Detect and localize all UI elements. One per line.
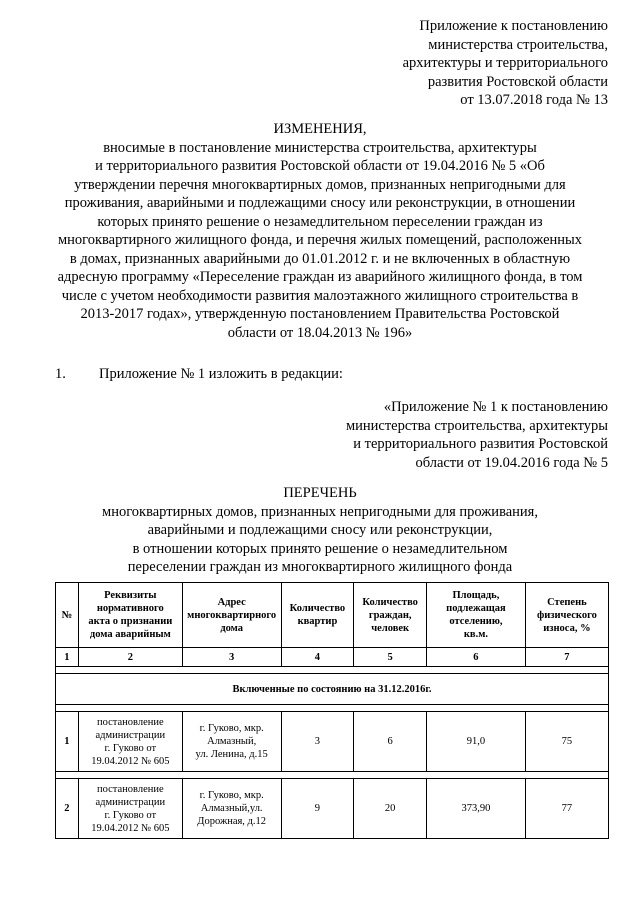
appendix-header (346, 398, 608, 472)
address-cell (182, 712, 281, 772)
address-text: ул. Ленина, д.15 (195, 749, 268, 760)
address-cell (182, 779, 281, 839)
address-text: г. Гуково, мкр. (199, 790, 264, 801)
header-text: износа, % (543, 622, 591, 634)
changes-line: многоквартирного жилищного фонда, и перечня жилых помещений, расположенных (57, 232, 583, 248)
header-text: № (61, 609, 73, 621)
header-text: подлежащая (446, 603, 506, 614)
section-title: Включенные по состоянию на 31.12.2016г. (56, 674, 609, 705)
item-text: Приложение № 1 изложить в редакции: (99, 366, 343, 382)
header-text: Реквизиты (104, 590, 157, 601)
act-text: администрации (95, 729, 166, 741)
act-text: г. Гуково от (104, 742, 157, 754)
wear-cell: 75 (525, 712, 608, 772)
header-text: квартир (297, 616, 338, 627)
address-text: Дорожная, д.12 (197, 816, 267, 827)
apartments-cell: 9 (281, 779, 354, 839)
wear-cell: 77 (525, 779, 608, 839)
act-text: 19.04.2012 № 605 (91, 755, 170, 767)
list-title: ПЕРЕЧЕНЬ (283, 485, 357, 501)
column-number: 5 (354, 648, 427, 667)
header-text: дома аварийным (89, 629, 171, 640)
item-number: 1. (55, 366, 66, 382)
changes-title: ИЗМЕНЕНИЯ, (273, 121, 367, 137)
act-text: 19.04.2012 № 605 (91, 822, 170, 834)
address-text: г. Гуково, мкр. (199, 723, 264, 734)
changes-block (40, 120, 600, 342)
spacer-cell (56, 772, 609, 779)
appendix-header-line: «Приложение № 1 к постановлению (383, 399, 608, 415)
header-text: нормативного (96, 603, 164, 614)
header-text: Площадь, (452, 590, 500, 601)
area-cell: 373,90 (427, 779, 526, 839)
approval-header-line: Приложение к постановлению (419, 18, 608, 34)
header-text: Адрес (217, 596, 246, 608)
row-number: 2 (56, 779, 79, 839)
changes-line: в домах, признанных аварийными до 01.01.2012 г. и не включенных в областную (69, 250, 571, 267)
changes-line: проживания, аварийными и подлежащими сносу или реконструкции, в отношении (64, 195, 576, 211)
column-number: 3 (182, 648, 281, 667)
column-number: 1 (56, 648, 79, 667)
changes-line: которых принято решение о незамедлительном переселении граждан из (97, 213, 543, 230)
header-text: дома (220, 622, 244, 634)
list-title-line: в отношении которых принято решение о незамедлительном (132, 540, 508, 557)
table-row (56, 779, 609, 839)
column-number: 6 (427, 648, 526, 667)
address-text: Алмазный,ул. (200, 803, 263, 814)
list-title-line: переселении граждан из многоквартирного жилищного фонда (127, 559, 513, 575)
header-cell-address (182, 583, 281, 648)
column-number: 2 (78, 648, 182, 667)
act-cell (78, 712, 182, 772)
header-text: физического (536, 609, 597, 621)
act-text: администрации (95, 796, 166, 808)
area-cell: 91,0 (427, 712, 526, 772)
section-row (56, 674, 609, 705)
header-cell-apartments (281, 583, 354, 648)
column-number: 7 (525, 648, 608, 667)
row-number: 1 (56, 712, 79, 772)
citizens-cell: 6 (354, 712, 427, 772)
header-cell-wear (525, 583, 608, 648)
header-text: акта о признании (88, 616, 173, 627)
changes-line: и территориального развития Ростовской области от 19.04.2016 № 5 «Об (95, 158, 545, 174)
spacer-cell (56, 667, 609, 674)
houses-table (55, 582, 609, 839)
approval-header-line: архитектуры и территориального (402, 55, 608, 71)
list-item-1 (55, 365, 343, 384)
act-text: постановление (97, 783, 164, 795)
header-text: Степень (547, 596, 587, 608)
header-cell-area (427, 583, 526, 648)
header-cell-act (78, 583, 182, 648)
spacer-row (56, 772, 609, 779)
header-cell-citizens (354, 583, 427, 648)
header-text: Количество (362, 596, 418, 608)
spacer-cell (56, 705, 609, 712)
list-title-block (40, 484, 600, 577)
approval-header-line: развития Ростовской области (427, 73, 608, 90)
header-text: кв.м. (463, 629, 488, 640)
changes-line: области от 18.04.2013 № 196» (227, 324, 413, 341)
table-header-row (56, 583, 609, 648)
changes-line: вносимые в постановление министерства строительства, архитектуры (103, 139, 537, 156)
apartments-cell: 3 (281, 712, 354, 772)
spacer-row (56, 667, 609, 674)
changes-line: утверждении перечня многоквартирных домов, признанных непригодными для (74, 176, 566, 193)
approval-header-line: от 13.07.2018 года № 13 (460, 92, 608, 108)
appendix-header-line: министерства строительства, архитектуры (345, 417, 608, 434)
act-text: постановление (97, 716, 164, 728)
header-text: отселению, (449, 616, 503, 627)
address-text: Алмазный, (207, 736, 257, 747)
changes-line: 2013-2017 годах», утвержденную постановлением Правительства Ростовской (80, 306, 560, 322)
list-title-line: аварийными и подлежащими сносу или реконструкции, (147, 522, 493, 538)
changes-line: числе с учетом необходимости развития малоэтажного жилищного строительства в (61, 287, 579, 304)
approval-header-line: министерства строительства, (428, 36, 608, 53)
header-text: Количество (289, 603, 346, 614)
appendix-header-line: и территориального развития Ростовской (353, 436, 608, 452)
header-text: человек (371, 622, 410, 634)
act-text: г. Гуково от (104, 809, 157, 821)
spacer-row (56, 705, 609, 712)
header-text: граждан, (368, 609, 412, 621)
column-number-row (56, 648, 609, 667)
header-cell-number (56, 583, 79, 648)
approval-header (403, 17, 608, 110)
table-row (56, 712, 609, 772)
column-number: 4 (281, 648, 354, 667)
act-cell (78, 779, 182, 839)
list-title-line: многоквартирных домов, признанных непригодными для проживания, (102, 503, 538, 520)
citizens-cell: 20 (354, 779, 427, 839)
appendix-header-line: области от 19.04.2016 года № 5 (415, 454, 608, 471)
header-text: многоквартирного (187, 609, 277, 621)
changes-line: адресную программу «Переселение граждан из аварийного жилищного фонда, в том (57, 269, 583, 285)
